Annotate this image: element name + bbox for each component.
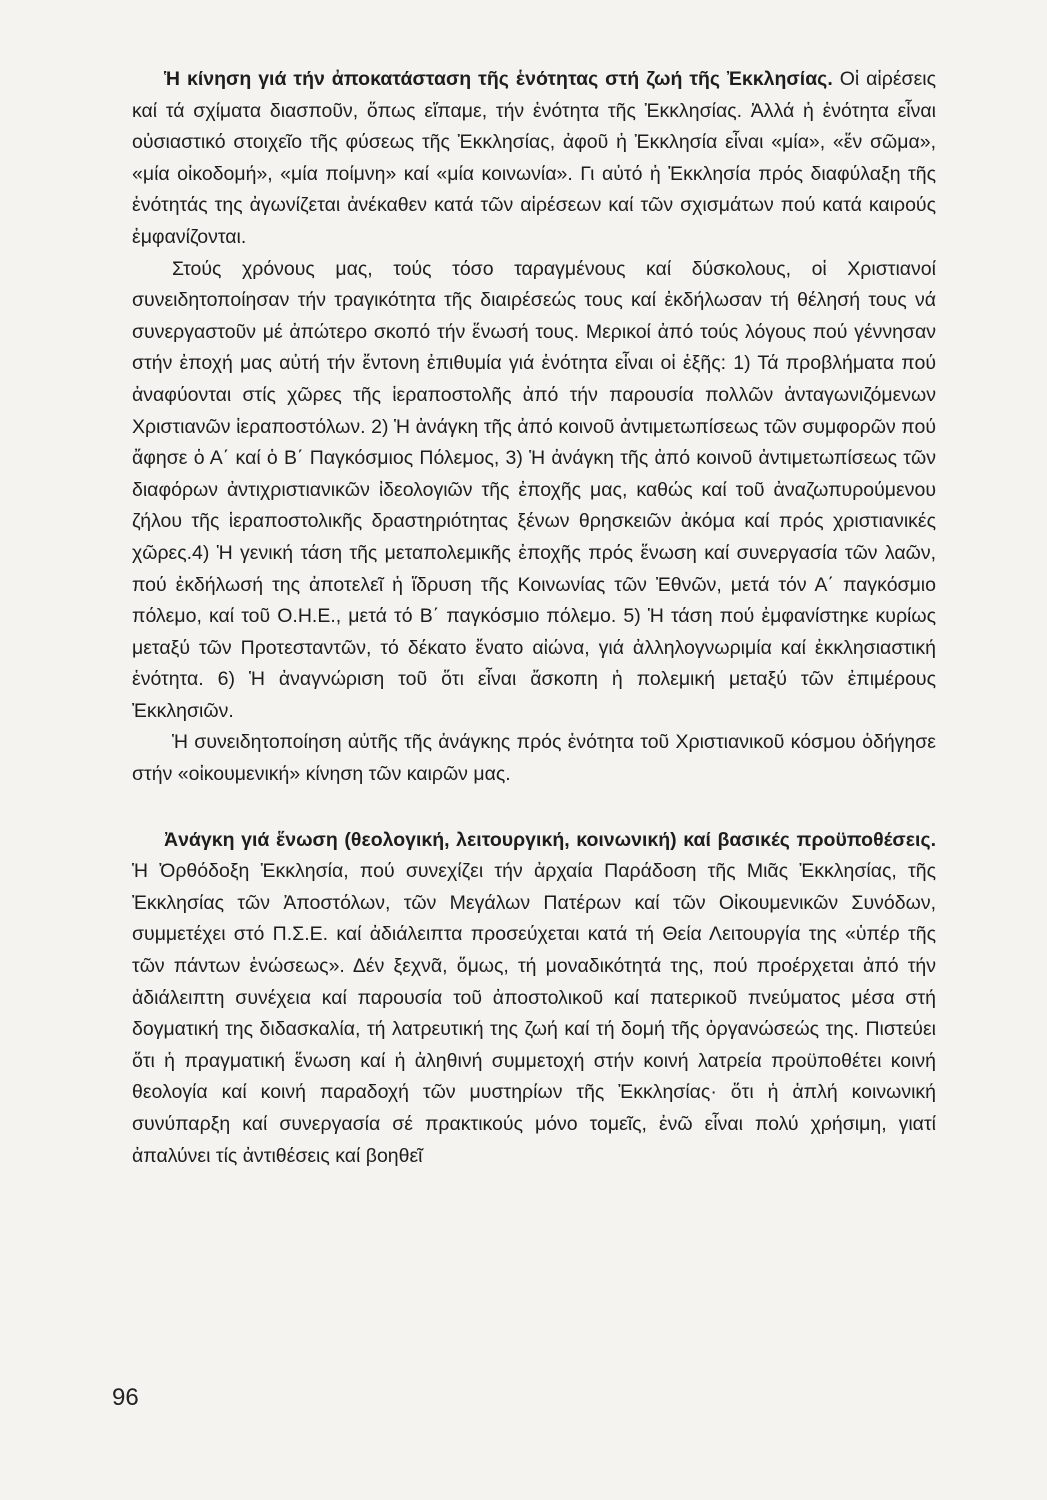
paragraph-body: Στούς χρόνους μας, τούς τόσο ταραγμένους καί δύσκολους, οἱ Χριστιανοί συνειδητοποίησαν τήν τραγικότητα τῆς διαιρέσεώς τους καί ἐκδήλωσαν τή θέλησή τους νά συνεργαστοῦν μέ ἀπώτερο σκοπό τήν ἕνωσή τους. Μερικοί ἀπό τούς λόγους πού γέννησαν στήν ἐποχή μας αὐτή τήν ἔντονη ἐπιθυμία γιά ἑνότητα εἶναι οἱ ἑξῆς: 1) Τά προβλήματα πού ἀναφύονται στίς χῶρες τῆς ἱεραποστολῆς ἀπό τήν παρουσία πολλῶν ἀνταγωνιζόμενων Χριστιανῶν ἱεραποστόλων. 2) Ἡ ἀνάγκη τῆς ἀπό κοινοῦ ἀντιμετωπίσεως τῶν συμφορῶν πού ἄφησε ὁ Α΄ καί ὁ Β΄ Παγκόσμιος Πόλεμος, 3) Ἡ ἀνάγκη τῆς ἀπό κοινοῦ ἀντιμετωπίσεως τῶν διαφόρων ἀντιχριστιανικῶν ἰδεολογιῶν τῆς ἐποχῆς μας, καθώς καί τοῦ ἀναζωπυρούμενου ζήλου τῆς ἱεραποστολικῆς δραστηριότητας ξένων θρησκειῶν ἀκόμα καί πρός χριστιανικές χῶρες.4) Ἡ γενική τάση τῆς μεταπολεμικῆς ἐποχῆς πρός ἕνωση καί συνεργασία τῶν λαῶν, πού ἐκδήλωσή της ἀποτελεῖ ἡ ἵδρυση τῆς Κοινωνίας τῶν Ἐθνῶν, μετά τόν Α΄ παγκόσμιο πόλεμο, καί τοῦ Ο.Η.Ε., μετά τό Β΄ παγκόσμιο πόλεμο. 5) Ἡ τάση πού ἐμφανίστηκε κυρίως μεταξύ τῶν Προτεσταντῶν, τό δέκατο ἔνατο αἰώνα, γιά ἀλληλογνωριμία καί ἐκκλησιαστική ἑνότητα. 6) Ἡ ἀναγνώριση τοῦ ὅτι εἶναι ἄσκοπη ἡ πολεμική μεταξύ τῶν ἐπιμέρους Ἐκκλησιῶν. bbox=[132, 257, 936, 722]
paragraph-reasons-for-unity bbox=[132, 254, 936, 728]
paragraph-body: Ἡ Ὀρθόδοξη Ἐκκλησία, πού συνεχίζει τήν ἀρχαία Παράδοση τῆς Μιᾶς Ἐκκλησίας, τῆς Ἐκκλησίας τῶν Ἀποστόλων, τῶν Μεγάλων Πατέρων καί τῶν Οἰκουμενικῶν Συνόδων, συμμετέχει στό Π.Σ.Ε. καί ἀδιάλειπτα προσεύχεται κατά τή Θεία Λειτουργία της «ὑπέρ τῆς τῶν πάντων ἑνώσεως». Δέν ξεχνᾶ, ὅμως, τή μοναδικότητά της, πού προέρχεται ἀπό τήν ἀδιάλειπτη συνέχεια καί παρουσία τοῦ ἀποστολικοῦ καί πατερικοῦ πνεύματος μέσα στή δογματική της διδασκαλία, τή λατρευτική της ζωή καί τή δομή τῆς ὀργανώσεώς της. Πιστεύει ὅτι ἡ πραγματική ἕνωση καί ἡ ἀληθινή συμμετοχή στήν κοινή λατρεία προϋποθέτει κοινή θεολογία καί κοινή παραδοχή τῶν μυστηρίων τῆς Ἐκκλησίας· ὅτι ἡ ἁπλή κοινωνική συνύπαρξη καί συνεργασία σέ πρακτικούς μόνο τομεῖς, ἐνῶ εἶναι πολύ χρήσιμη, γιατί ἀπαλύνει τίς ἀντιθέσεις καί βοηθεῖ bbox=[132, 860, 936, 1167]
paragraph-ecumenical-movement bbox=[132, 727, 936, 790]
paragraph-unity-movement bbox=[132, 64, 936, 254]
paragraph-body: Ἡ συνειδητοποίηση αὐτῆς τῆς ἀνάγκης πρός ἑνότητα τοῦ Χριστιανικοῦ κόσμου ὁδήγησε στήν «οἰκουμενική» κίνηση τῶν καιρῶν μας. bbox=[132, 731, 936, 786]
paragraph-body: Οἱ αἱρέσεις καί τά σχίματα διασποῦν, ὅπως εἴπαμε, τήν ἑνότητα τῆς Ἐκκλησίας. Ἀλλά ἡ ἑνότητα εἶναι οὐσιαστικό στοιχεῖο τῆς φύσεως τῆς Ἐκκλησίας, ἀφοῦ ἡ Ἐκκλησία εἶναι «μία», «ἕν σῶμα», «μία οἰκοδομή», «μία ποίμνη» καί «μία κοινωνία». Γι αὐτό ἡ Ἐκκλησία πρός διαφύλαξη τῆς ἑνότητάς της ἀγωνίζεται ἀνέκαθεν κατά τῶν αἱρέσεων καί τῶν σχισμάτων πού κατά καιρούς ἐμφανίζονται. bbox=[132, 68, 937, 248]
section-heading-unity-movement: Ἡ κίνηση γιά τήν ἀποκατάσταση τῆς ἑνότητας στή ζωή τῆς Ἐκκλησίας. bbox=[164, 68, 833, 90]
text-column bbox=[132, 64, 936, 1172]
page-number: 96 bbox=[112, 1384, 139, 1411]
section-heading-need-for-union: Ἀνάγκη γιά ἕνωση (θεολογική, λειτουργική, κοινωνική) καί βασικές προϋποθέσεις. bbox=[164, 828, 936, 851]
paragraph-need-for-union bbox=[132, 825, 936, 1173]
